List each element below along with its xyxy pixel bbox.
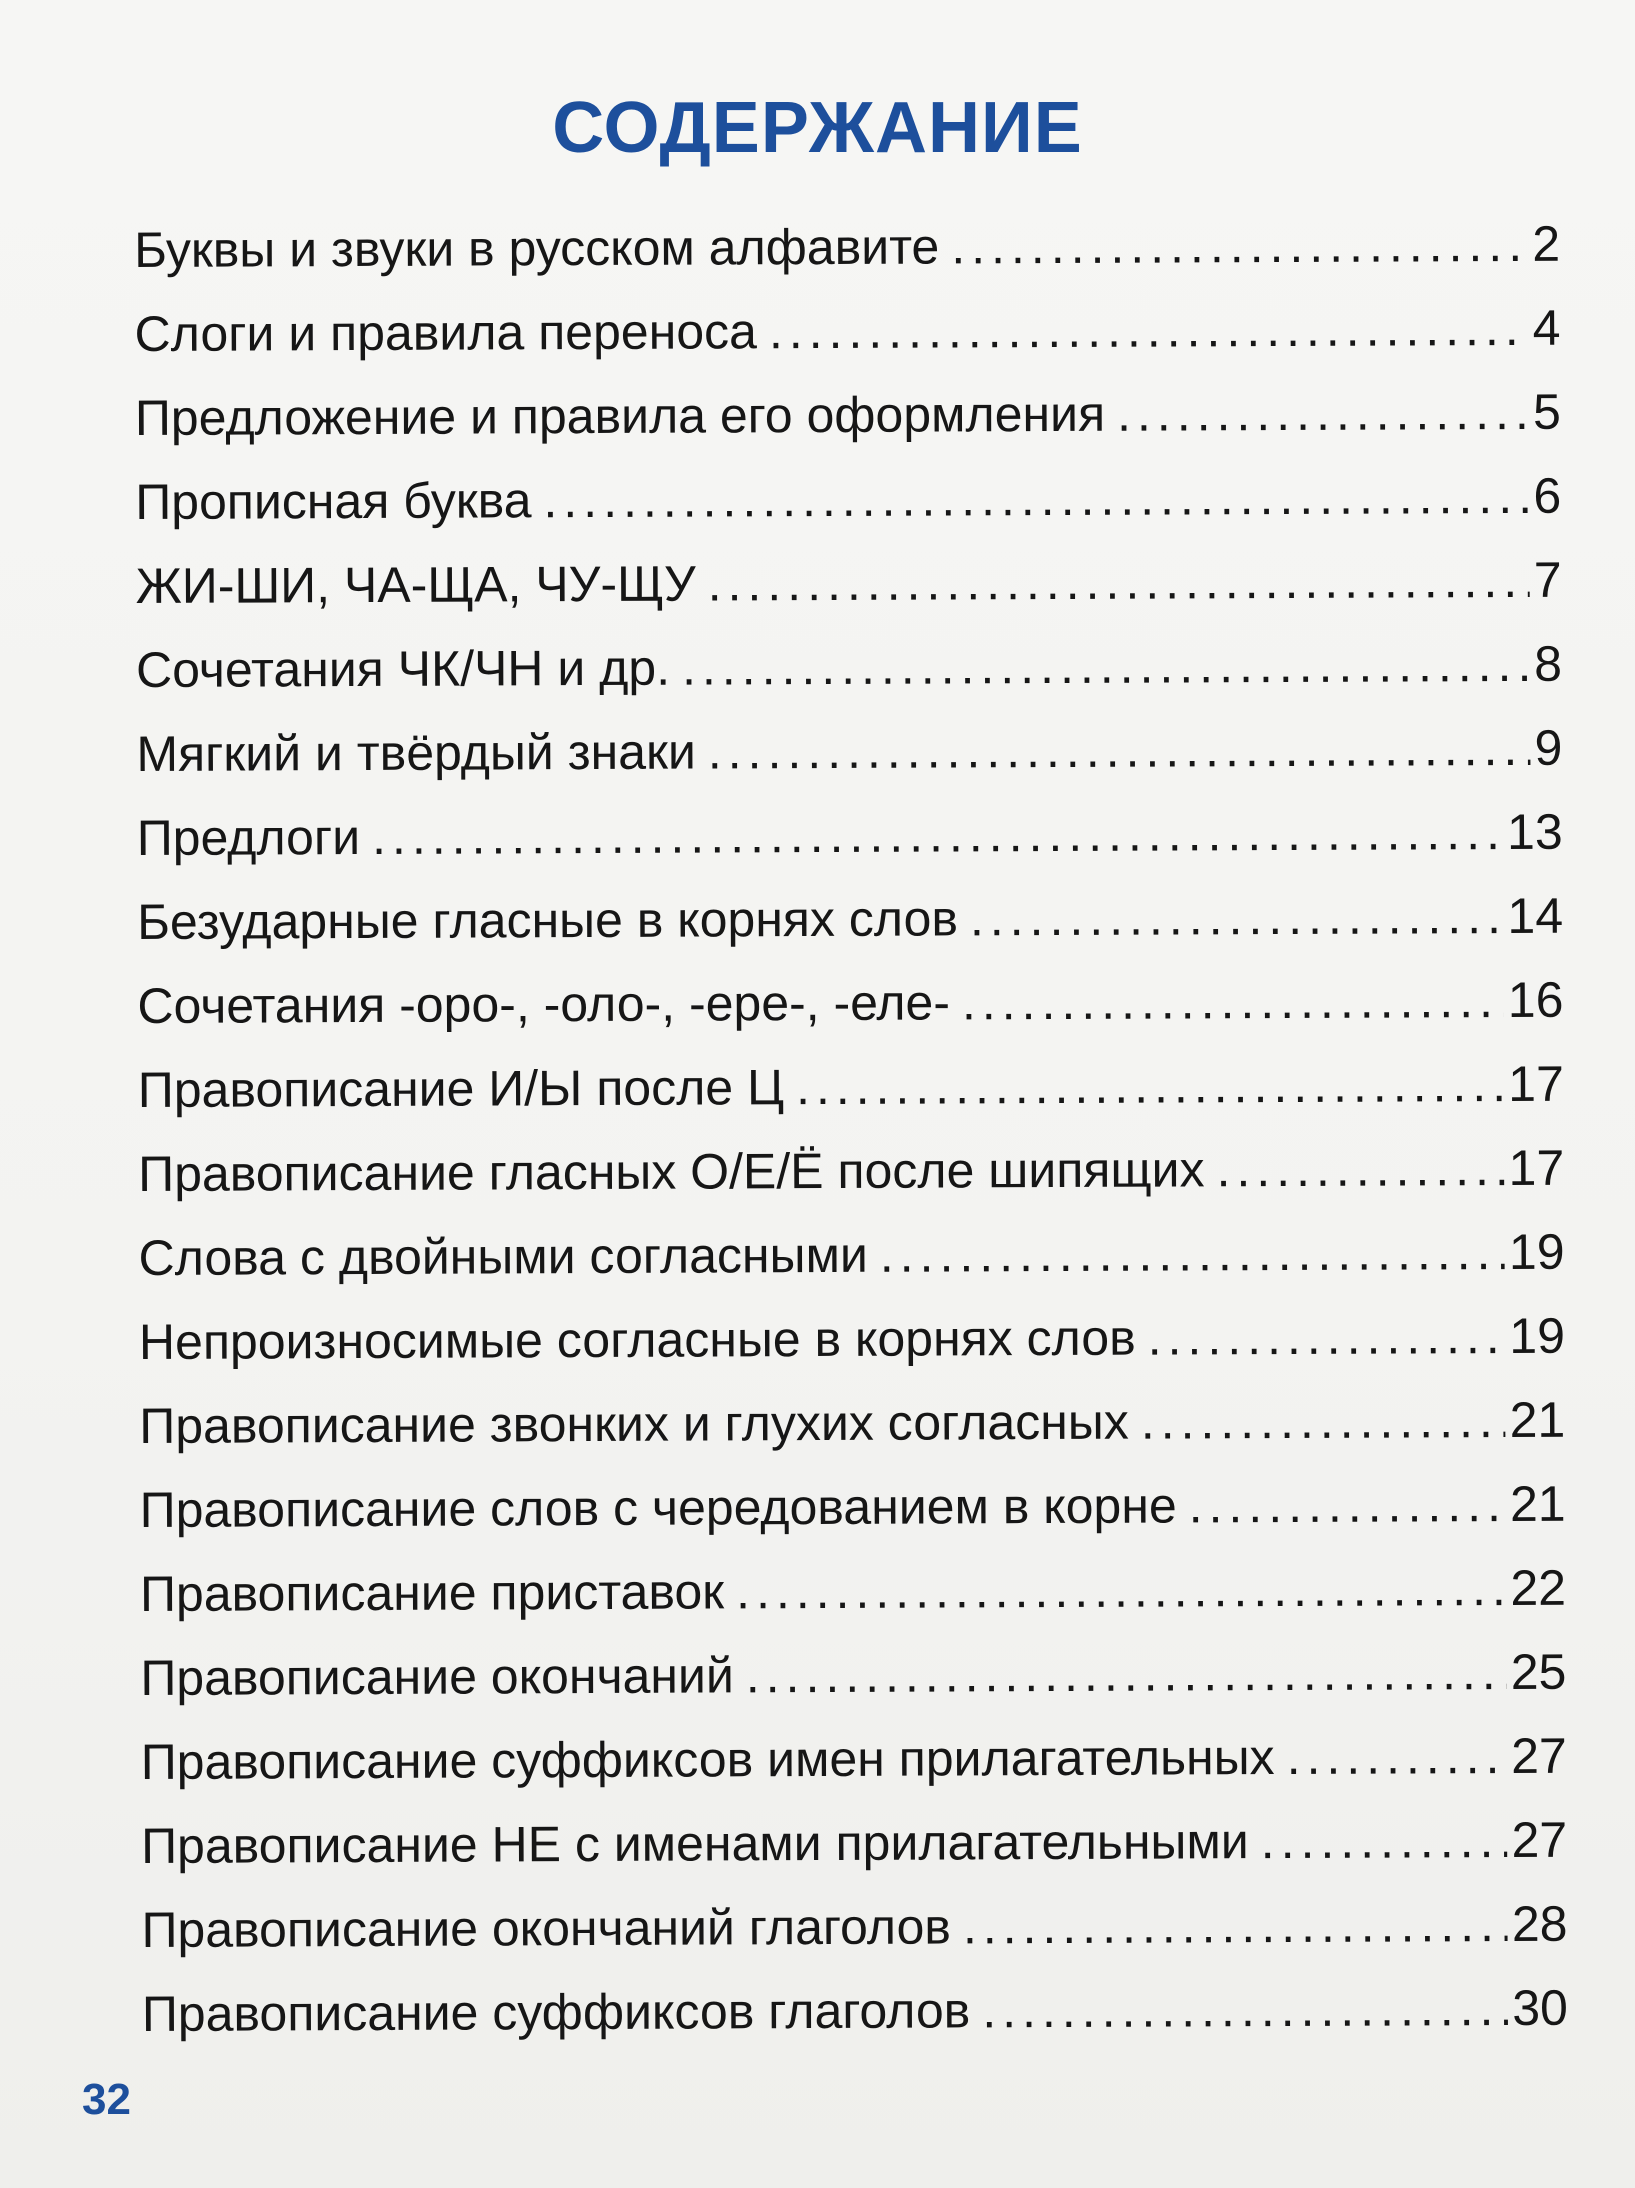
toc-leader-dots xyxy=(1216,1126,1504,1211)
toc-entry-page: 27 xyxy=(1511,1811,1568,1869)
toc-entry-page: 4 xyxy=(1532,299,1561,356)
toc-leader-dots xyxy=(682,622,1530,710)
toc-entry-page: 22 xyxy=(1510,1559,1567,1617)
toc-entry-label: ЖИ-ШИ, ЧА-ЩА, ЧУ-ЩУ xyxy=(135,555,696,614)
toc-entry-label: Прописная буква xyxy=(135,472,532,530)
toc-leader-dots xyxy=(962,958,1504,1044)
toc-entry-label: Предложение и правила его оформления xyxy=(134,385,1106,446)
toc-leader-dots xyxy=(970,874,1504,960)
toc-entry xyxy=(139,1378,1565,1468)
toc-entry-label: Правописание окончаний xyxy=(140,1647,734,1706)
toc-entry xyxy=(138,1126,1564,1216)
toc-entry-label: Правописание окончаний глаголов xyxy=(141,1898,952,1958)
toc-entry-page: 6 xyxy=(1533,467,1562,524)
toc-leader-dots xyxy=(707,538,1530,626)
toc-entry xyxy=(139,1294,1565,1384)
page-number: 32 xyxy=(82,2075,131,2124)
toc-entry-page: 19 xyxy=(1508,1223,1565,1281)
toc-leader-dots xyxy=(372,790,1503,879)
toc-leader-dots xyxy=(769,286,1529,373)
toc-entry-label: Правописание звонких и глухих согласных xyxy=(139,1393,1129,1454)
toc-leader-dots xyxy=(951,202,1528,289)
toc-entry xyxy=(140,1630,1566,1720)
toc-entry xyxy=(137,958,1563,1048)
table-of-contents xyxy=(134,202,1568,2056)
toc-entry xyxy=(136,622,1562,712)
toc-entry-page: 25 xyxy=(1510,1643,1567,1701)
toc-entry xyxy=(141,1882,1567,1972)
toc-entry-page: 8 xyxy=(1534,635,1563,692)
toc-leader-dots xyxy=(1141,1378,1506,1464)
toc-leader-dots xyxy=(796,1042,1505,1129)
toc-entry xyxy=(137,874,1563,964)
toc-entry xyxy=(139,1462,1565,1552)
toc-leader-dots xyxy=(982,1966,1508,2052)
toc-leader-dots xyxy=(1261,1798,1508,1883)
toc-entry-label: Правописание приставок xyxy=(139,1563,725,1622)
toc-entry-page: 30 xyxy=(1512,1979,1568,2037)
toc-entry-label: Сочетания ЧК/ЧН и др. xyxy=(135,639,671,698)
toc-entry-label: Безударные гласные в корнях слов xyxy=(136,890,959,950)
toc-entry xyxy=(141,1714,1567,1804)
toc-entry-label: Буквы и звуки в русском алфавите xyxy=(134,218,940,278)
toc-entry-label: Правописание слов с чередованием в корне xyxy=(139,1477,1177,1538)
toc-leader-dots xyxy=(746,1630,1507,1717)
toc-entry xyxy=(142,1966,1568,2056)
toc-entry xyxy=(135,538,1561,628)
toc-entry-label: Правописание суффиксов глаголов xyxy=(141,1982,971,2042)
toc-entry-page: 17 xyxy=(1508,1139,1565,1197)
toc-entry-page: 5 xyxy=(1532,383,1562,440)
toc-entry xyxy=(136,706,1562,796)
toc-leader-dots xyxy=(1189,1462,1507,1547)
toc-entry-label: Предлоги xyxy=(136,809,361,866)
toc-entry-label: Слоги и правила переноса xyxy=(134,303,757,362)
toc-leader-dots xyxy=(1286,1714,1507,1799)
toc-entry xyxy=(138,1210,1564,1300)
toc-entry xyxy=(141,1798,1567,1888)
toc-leader-dots xyxy=(543,454,1529,542)
toc-entry-label: Правописание И/Ы после Ц xyxy=(137,1059,785,1118)
toc-entry-page: 7 xyxy=(1533,551,1562,608)
toc-entry-page: 21 xyxy=(1509,1475,1566,1533)
toc-leader-dots xyxy=(963,1882,1508,1968)
toc-entry xyxy=(137,790,1563,880)
toc-entry-page: 27 xyxy=(1511,1727,1567,1785)
toc-entry-page: 17 xyxy=(1508,1055,1564,1113)
page-title: СОДЕРЖАНИЕ xyxy=(552,88,1083,168)
toc-entry xyxy=(138,1042,1564,1132)
toc-entry xyxy=(134,286,1560,376)
toc-entry-label: Правописание гласных О/Е/Ё после шипящих xyxy=(138,1141,1205,1202)
toc-entry-page: 9 xyxy=(1534,719,1563,776)
toc-entry-page: 13 xyxy=(1506,803,1563,861)
toc-entry-label: Правописание НЕ с именами прилагательными xyxy=(141,1813,1249,1874)
toc-entry xyxy=(140,1546,1566,1636)
toc-leader-dots xyxy=(1117,370,1529,456)
toc-entry-page: 14 xyxy=(1507,887,1564,945)
toc-entry-label: Мягкий и твёрдый знаки xyxy=(136,723,696,782)
toc-entry-label: Непроизносимые согласные в корнях слов xyxy=(138,1309,1136,1370)
toc-entry xyxy=(135,454,1561,544)
toc-entry xyxy=(135,370,1561,460)
toc-entry-page: 19 xyxy=(1509,1307,1566,1365)
toc-entry-label: Слова с двойными согласными xyxy=(138,1226,868,1286)
toc-leader-dots xyxy=(708,706,1531,794)
toc-entry-label: Правописание суффиксов имен прилагательных xyxy=(140,1729,1275,1790)
toc-entry-page: 2 xyxy=(1532,215,1561,272)
toc-entry-page: 28 xyxy=(1511,1895,1568,1953)
toc-entry xyxy=(134,202,1560,292)
toc-entry-page: 16 xyxy=(1507,971,1564,1029)
toc-leader-dots xyxy=(736,1546,1507,1633)
toc-leader-dots xyxy=(880,1210,1505,1297)
toc-entry-label: Сочетания -оро-, -оло-, -ере-, -еле- xyxy=(137,974,951,1034)
toc-entry-page: 21 xyxy=(1509,1391,1566,1449)
toc-leader-dots xyxy=(1148,1294,1506,1380)
